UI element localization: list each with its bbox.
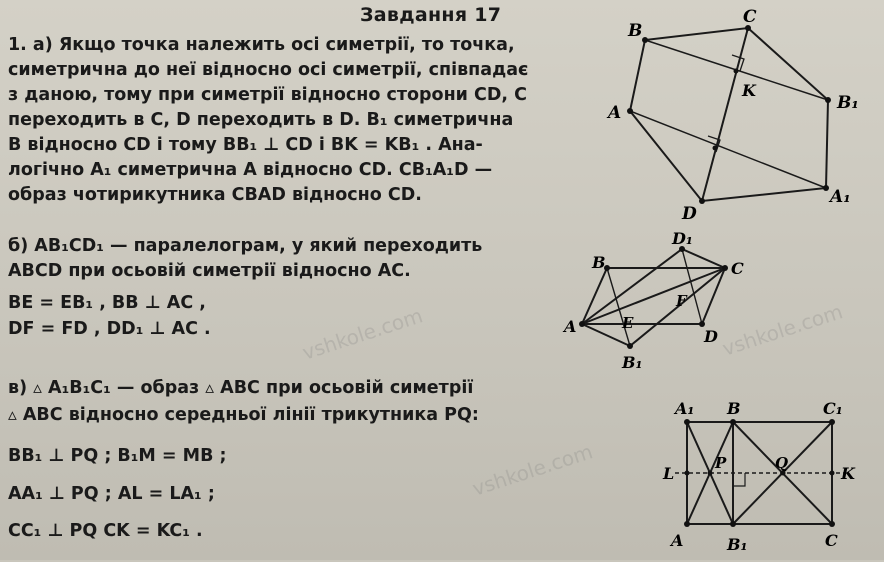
label-F: F — [676, 292, 687, 310]
watermark: vshkole.com — [469, 439, 596, 501]
figure-symmetry-ac — [562, 226, 762, 380]
text-line: з даною, тому при симетрії відносно сторони CD, C — [8, 85, 527, 105]
text-line: б) AB₁CD₁ — паралелограм, у який переходить — [8, 236, 483, 256]
text-line: образ чотирикутника CBAD відносно CD. — [8, 185, 422, 205]
label-K: K — [742, 81, 756, 100]
label-C: C — [825, 531, 838, 550]
label-B: B — [592, 253, 606, 272]
label-L: L — [663, 464, 675, 483]
text-line: 1. а) Якщо точка належить осі симетрії, то точка, — [8, 35, 515, 55]
label-A1: A₁ — [830, 187, 851, 207]
watermark: vshkole.com — [719, 299, 846, 361]
label-Q: Q — [775, 454, 789, 472]
label-P: P — [715, 454, 727, 472]
figure-symmetry-pq — [645, 392, 870, 562]
label-C: C — [743, 8, 757, 27]
label-B1: B₁ — [837, 93, 859, 113]
text-line: B відносно CD і тому BB₁ ⊥ CD і BK = KB₁ . Ана- — [8, 135, 483, 155]
text-line: CC₁ ⊥ PQ CK = KC₁ . — [8, 521, 203, 541]
label-C1: C₁ — [823, 399, 843, 418]
watermark: vshkole.com — [299, 303, 426, 365]
text-line: переходить в C, D переходить в D. B₁ симетрична — [8, 110, 514, 130]
text-line: BB₁ ⊥ PQ ; B₁M = MB ; — [8, 446, 227, 466]
page-title: Завдання 17 — [360, 4, 502, 26]
label-A: A — [671, 531, 684, 550]
label-B: B — [727, 399, 741, 418]
label-K: K — [841, 464, 855, 483]
label-B1: B₁ — [727, 535, 748, 554]
label-A1: A₁ — [675, 399, 695, 418]
text-line: DF = FD , DD₁ ⊥ AC . — [8, 319, 211, 339]
text-line: в) ▵ A₁B₁C₁ — образ ▵ ABC при осьовій симетрії — [8, 378, 474, 398]
label-D: D — [704, 327, 718, 346]
text-line: AA₁ ⊥ PQ ; AL = LA₁ ; — [8, 484, 215, 504]
label-B: B — [628, 21, 643, 41]
label-C: C — [731, 259, 744, 278]
label-D: D — [682, 204, 697, 223]
text-line: симетрична до неї відносно осі симетрії, співпадає — [8, 60, 529, 80]
figure-symmetry-cd — [600, 8, 870, 227]
label-A: A — [564, 317, 577, 336]
text-line: логічно A₁ симетрична A відносно CD. CB₁A₁D — — [8, 160, 493, 180]
text-line: ▵ ABC відносно середньої лінії трикутника PQ: — [8, 405, 479, 425]
text-line: ABCD при осьовій симетрії відносно AC. — [8, 261, 411, 281]
label-B1: B₁ — [622, 353, 643, 372]
label-E: E — [622, 314, 634, 332]
label-A: A — [608, 103, 622, 123]
label-D1: D₁ — [672, 229, 693, 248]
text-line: BE = EB₁ , BB ⊥ AC , — [8, 293, 206, 313]
